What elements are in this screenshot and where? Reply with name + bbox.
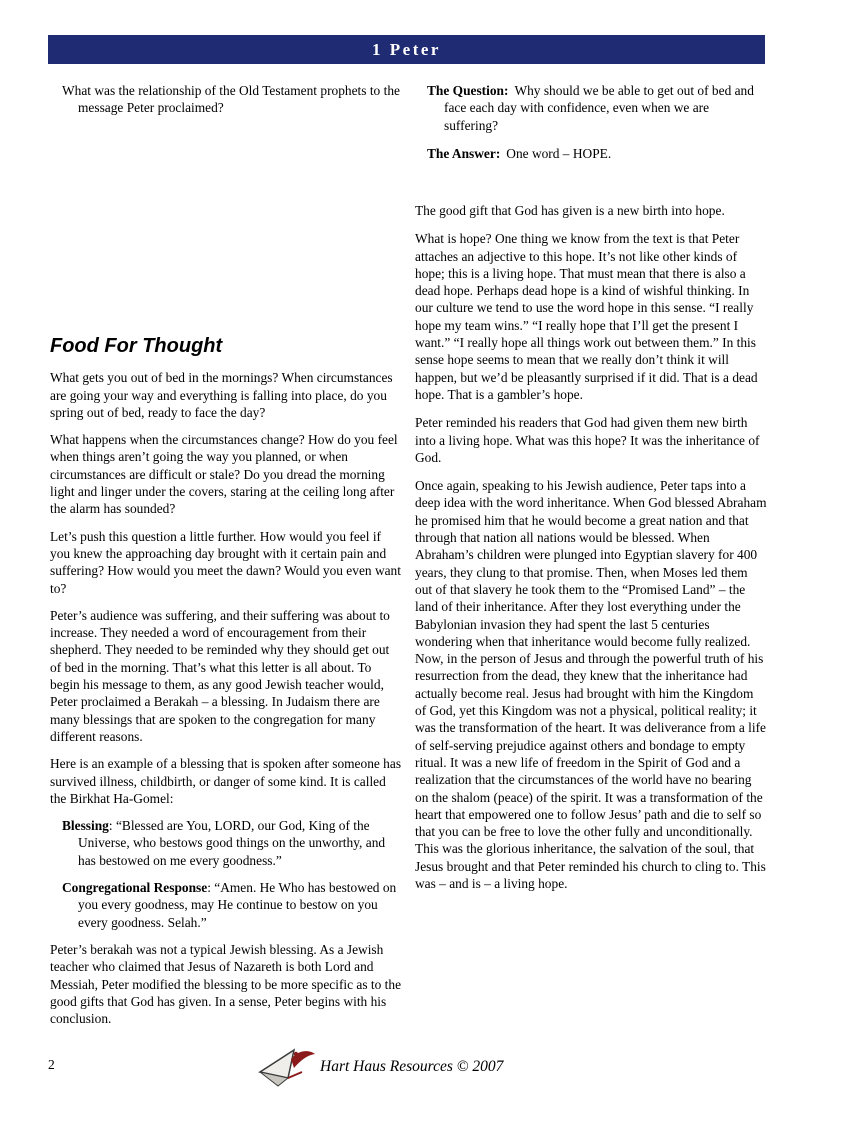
- paragraph: The good gift that God has given is a new birth into hope.: [415, 203, 725, 218]
- question-label: The Question:: [427, 83, 509, 98]
- congregational-response-text: : “Amen. He Who has bestowed on you every goodness, may He continue to bestow on you every goodness. Selah.”: [78, 880, 397, 930]
- paragraph: Peter reminded his readers that God had given them new birth into a living hope. What was this hope? It was the inheritance of God.: [415, 415, 760, 465]
- blessing-block: [62, 817, 402, 869]
- section-heading: Food For Thought: [50, 335, 223, 357]
- blessing-label: Blessing: [62, 818, 109, 834]
- paragraph: Peter’s berakah was not a typical Jewish blessing. As a Jewish teacher who claimed that Jesus of Nazareth is both Lord and Messiah, Peter modified the blessing to be more specific as to the good gifts that God has given. In a sense, Peter begins with his conclusion.: [50, 941, 402, 1027]
- paragraph: Let’s push this question a little further. How would you feel if you knew the approaching day brought with it certain pain and suffering? How would you meet the dawn? Would you even want to?: [50, 528, 401, 596]
- header-bar: [48, 35, 765, 64]
- paragraph: What is hope? One thing we know from the text is that Peter attaches an adjective to this hope. It’s not like other kinds of hope; this is a living hope. That must mean that there is also a dead hope. Perhaps dead hope is a kind of wishful thinking. In our culture we tend to use the word hope in this sense. “I really hope my team wins.” “I really hope that I’ll get the present I want.” “I really hope all things work out between them.” In this sense hope seems to mean that we really don’t think it will happen, but we’d be pleasantly surprised if it did. That is a dead hope. That is a gambler’s hope.: [415, 231, 758, 402]
- paragraph: What gets you out of bed in the mornings? When circumstances are going your way and everything is falling into place, do you spring out of bed, ready to face the day?: [50, 370, 393, 420]
- hart-haus-logo-icon: [258, 1046, 316, 1088]
- question-answer-block: [427, 82, 765, 173]
- footer-credit: Hart Haus Resources © 2007: [320, 1058, 504, 1075]
- food-for-thought-section: [50, 335, 402, 1037]
- paragraph: What happens when the circumstances change? How do you feel when things aren’t going the way you planned, or when circumstances are difficult or stale? Do you dread the morning light and linger under the covers, staring at the ceiling long after the alarm has sounded?: [50, 432, 398, 517]
- congregational-response-label: Congregational Response: [62, 880, 208, 896]
- page-title: 1 Peter: [372, 39, 441, 59]
- answer-text: One word – HOPE.: [506, 145, 612, 161]
- congregational-response-block: [62, 879, 402, 931]
- the-answer: [427, 145, 765, 162]
- paragraph: Here is an example of a blessing that is spoken after someone has survived illness, childbirth, or danger of some kind. It is called the Birkhat Ha-Gomel:: [50, 756, 402, 806]
- the-question: [427, 82, 765, 134]
- answer-label: The Answer:: [427, 145, 501, 161]
- paragraph: Peter’s audience was suffering, and their suffering was about to increase. They needed a word of encouragement from their shepherd. They needed to be reminded why they should get out of bed in the morning. That’s what this letter is all about. To begin his message to them, as any good Jewish teacher would, Peter proclaimed a Berakah – a blessing. In Judaism there are many blessings that are spoken to the congregation for many different reasons.: [50, 607, 390, 744]
- right-column-body: [415, 202, 767, 903]
- question-text: Why should we be able to get out of bed and face each day with confidence, even when we are suffering?: [444, 83, 754, 133]
- blessing-text: : “Blessed are You, LORD, our God, King of the Universe, who bestows good things on the unworthy, and has bestowed on me every goodness.”: [78, 818, 386, 868]
- paragraph: Once again, speaking to his Jewish audience, Peter taps into a deep idea with the word inheritance. When God blessed Abraham he promised him that he would become a great nation and that through that nation all nations would be blessed. When Abraham’s children were plunged into Egyptian slavery for 400 years, they clung to that promise. Then, when Moses led them out of that slavery he took them to the “Promised Land” – the land of their inheritance. After they lost everything under the Babylonian invasion they had spent the last 5 centuries wondering when that inheritance would become fully realized. Now, in the person of Jesus and through the powerful truth of his resurrection from the dead, they knew that the inheritance had actually become real. Jesus had brought with him the Kingdom of God, yet this Kingdom was not a physical, political reality; it was the transformation of the heart. It was deliverance from a life of self-serving prejudice against others and bondage to empty ritual. It was a new life of freedom in the Spirit of God and a realization that the circumstances of the world have no bearing on the shalom (peace) of the spirit. It was a transformation of the heart that empowered one to follow Jesus’ path and die to self so that you can be free to love the other fully and unconditionally. This was the glorious inheritance, the salvation of the soul, that Jesus brought and that Peter reminded his church to cling to. This was – and is – a living hope.: [415, 478, 767, 891]
- page-number: 2: [48, 1057, 55, 1072]
- opening-question: What was the relationship of the Old Testament prophets to the message Peter proclaimed?: [62, 83, 400, 116]
